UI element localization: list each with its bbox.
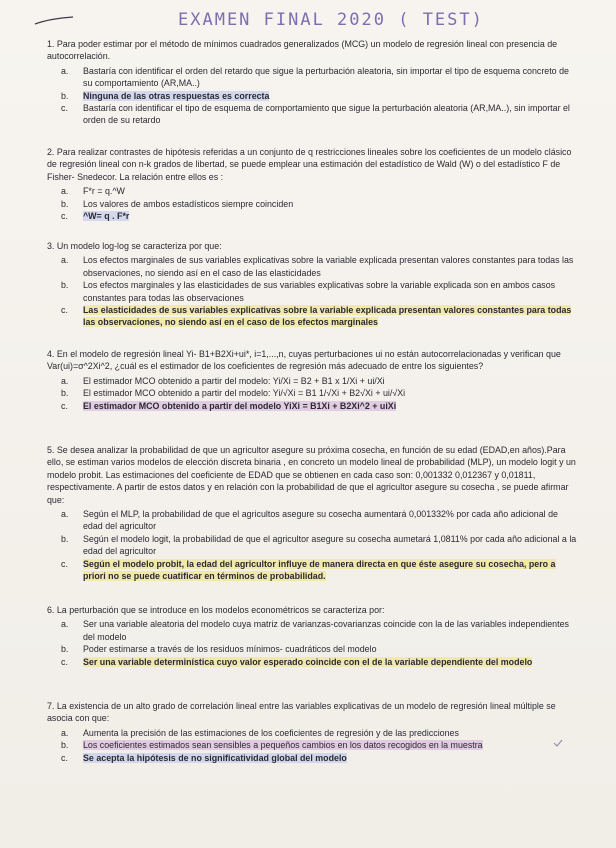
option-a[interactable] bbox=[47, 185, 577, 197]
question-1 bbox=[47, 38, 577, 127]
option-c[interactable] bbox=[47, 304, 577, 329]
option-text: Bastaría con identificar el orden del retardo que sigue la perturbación aleatoria, sin importar el tipo de esquema concreto de su comportamiento (AR,MA..) bbox=[83, 65, 569, 89]
question-number: 6. bbox=[47, 605, 55, 615]
option-letter: c. bbox=[61, 103, 68, 114]
option-text: Los valores de ambos estadísticos siempre coinciden bbox=[83, 198, 294, 209]
question-stem: Se desea analizar la probabilidad de que un agricultor asegure su próxima cosecha, en función de su edad (EDAD,en años).Para ello, se estiman varios modelos de elección discreta binaria , en concreto un modelo lineal de probabilidad (MLP), un modelo logit y un modelo probit. Las estimaciones del coeficiente de EDAD que se obtienen en cada caso son: 0,001332 0,012367 y 0,01811, respectivamente. A partir de estos datos y en relación con la probabilidad de que el agricultor asegure su cosecha , se puede afirmar que: bbox=[47, 445, 576, 505]
option-c[interactable] bbox=[47, 400, 577, 412]
option-b[interactable] bbox=[47, 198, 577, 210]
option-a[interactable] bbox=[47, 375, 577, 387]
option-a[interactable] bbox=[47, 65, 577, 90]
option-letter: c. bbox=[61, 211, 68, 222]
option-letter: b. bbox=[61, 280, 69, 291]
option-letter: c. bbox=[61, 305, 68, 316]
option-text-correct: Se acepta la hipótesis de no significatividad global del modelo bbox=[83, 752, 347, 763]
question-3 bbox=[47, 240, 577, 329]
option-c[interactable] bbox=[47, 558, 577, 583]
option-text-correct: Según el modelo probit, la edad del agricultor influye de manera directa en que éste asegure su cosecha, pero a priori no se puede cuatificar en términos de probabilidad. bbox=[83, 558, 556, 582]
question-6 bbox=[47, 604, 577, 668]
question-number: 7. bbox=[47, 701, 55, 711]
question-stem: En el modelo de regresión lineal Yi- B1+B2Xi+ui*, i=1,...,n, cuyas perturbaciones ui no están autocorrelacionadas y verifican que Var(ui)=σ^2Xi^2, ¿cuál es el estimador de los coeficientes de regresión más adecuado de entre los siguientes? bbox=[47, 349, 561, 372]
question-stem: La existencia de un alto grado de correlación lineal entre las variables explicativas de un modelo de regresión lineal múltiple se asocia con que: bbox=[47, 701, 556, 724]
option-letter: a. bbox=[61, 186, 69, 197]
option-text-correct: Ninguna de las otras respuestas es correcta bbox=[83, 90, 270, 101]
option-letter: a. bbox=[61, 619, 69, 630]
question-number: 5. bbox=[47, 445, 55, 455]
page-title: EXAMEN FINAL 2020 ( TEST) bbox=[178, 10, 484, 30]
option-text: Ser una variable aleatoria del modelo cuya matriz de varianzas-covarianzas coincide con la de las variables independientes del modelo bbox=[83, 619, 569, 642]
option-letter: c. bbox=[61, 752, 68, 763]
option-c[interactable] bbox=[47, 210, 577, 222]
option-letter: a. bbox=[61, 255, 69, 266]
option-text: El estimador MCO obtenido a partir del modelo: Yi/√Xi = B1 1/√Xi + B2√Xi + ui/√Xi bbox=[83, 388, 406, 399]
option-c[interactable] bbox=[47, 102, 577, 127]
option-text: Bastaría con identificar el tipo de esquema de comportamiento que sigue la perturbación aleatoria (AR,MA..), sin importar el orden de su retardo bbox=[83, 103, 570, 126]
option-letter: c. bbox=[61, 558, 68, 569]
option-b[interactable] bbox=[47, 387, 577, 399]
question-number: 4. bbox=[47, 349, 55, 359]
question-stem: Para realizar contrastes de hipótesis referidas a un conjunto de q restricciones lineales sobre los coeficientes de un modelo clásico de regresión lineal con n-k grados de libertad, se puede emplear una estimación del estadístico de Wald (W) o del estadístico F de Fisher- Snedecor. La relación entre ellos es : bbox=[47, 147, 572, 182]
question-5 bbox=[47, 444, 577, 582]
question-7 bbox=[47, 700, 577, 764]
question-stem: Un modelo log-log se caracteriza por que: bbox=[56, 241, 222, 251]
question-2 bbox=[47, 146, 577, 222]
option-letter: b. bbox=[61, 90, 69, 101]
option-letter: a. bbox=[61, 509, 69, 520]
option-text: Según el modelo logit, la probabilidad de que el agricultor asegure su cosecha aumetará 1,0811% por cada año adicional a la edad del agricultor bbox=[83, 533, 577, 557]
option-letter: a. bbox=[61, 65, 69, 76]
option-b[interactable] bbox=[47, 90, 577, 102]
option-letter: b. bbox=[61, 198, 69, 209]
option-c[interactable] bbox=[47, 656, 577, 668]
question-number: 1. bbox=[47, 39, 55, 49]
option-a[interactable] bbox=[47, 727, 577, 739]
option-text-correct: El estimador MCO obtenido a partir del modelo YiXi = B1Xi + B2Xi^2 + uiXi bbox=[83, 400, 397, 411]
option-text-correct: ^W= q . F*r bbox=[83, 211, 130, 222]
option-text-correct: Las elasticidades de sus variables explicativas sobre la variable explicada presentan valores constantes para todas las observaciones, no siendo así en el caso de los efectos marginales bbox=[83, 305, 572, 328]
option-b[interactable] bbox=[47, 279, 577, 304]
option-text: Poder estimarse a través de los residuos mínimos- cuadráticos del modelo bbox=[83, 644, 377, 655]
option-b[interactable] bbox=[47, 643, 577, 655]
question-4 bbox=[47, 348, 577, 412]
question-number: 2. bbox=[47, 147, 55, 157]
check-mark-icon bbox=[553, 739, 563, 747]
option-letter: b. bbox=[61, 388, 69, 399]
option-b[interactable] bbox=[47, 533, 577, 558]
option-c[interactable] bbox=[47, 752, 577, 764]
option-text: Según el MLP, la probabilidad de que el agricultos asegure su cosecha aumentará 0,001332% por cada año adicional de edad del agricultor bbox=[83, 509, 558, 532]
option-text: Los efectos marginales de sus variables explicativas sobre la variable explicada presentan valores constantes para todas las observaciones, no siendo así en el caso de las elasticidades bbox=[83, 255, 574, 278]
option-letter: b. bbox=[61, 644, 69, 655]
option-text: Los coeficientes estimados sean sensibles a pequeños cambios en los datos recogidos en la muestra bbox=[83, 740, 483, 751]
option-text: Aumenta la precisión de las estimaciones de los coeficientes de regresión y de las predicciones bbox=[83, 727, 459, 738]
option-text: F*r = q.^W bbox=[83, 186, 125, 197]
option-letter: c. bbox=[61, 400, 68, 411]
option-b[interactable] bbox=[47, 739, 577, 751]
option-letter: c. bbox=[61, 656, 68, 667]
question-stem: La perturbación que se introduce en los modelos econométricos se caracteriza por: bbox=[56, 605, 385, 615]
question-number: 3. bbox=[47, 241, 55, 251]
question-stem: Para poder estimar por el método de mínimos cuadrados generalizados (MCG) un modelo de regresión lineal con presencia de autocorrelación. bbox=[47, 39, 558, 62]
option-text: Los efectos marginales y las elasticidades de sus variables explicativas sobre la variable explicada son en ambos casos constantes para todas las observaciones bbox=[83, 280, 556, 303]
option-letter: b. bbox=[61, 533, 69, 544]
option-a[interactable] bbox=[47, 508, 577, 533]
option-letter: b. bbox=[61, 740, 69, 751]
option-a[interactable] bbox=[47, 618, 577, 643]
option-text-correct: Ser una variable determinística cuyo valor esperado coincide con el de la variable dependiente del modelo bbox=[83, 656, 533, 667]
option-a[interactable] bbox=[47, 254, 577, 279]
option-letter: a. bbox=[61, 727, 69, 738]
option-text: El estimador MCO obtenido a partir del modelo: Yi/Xi = B2 + B1 x 1/Xi + ui/Xi bbox=[83, 375, 385, 386]
option-letter: a. bbox=[61, 375, 69, 386]
